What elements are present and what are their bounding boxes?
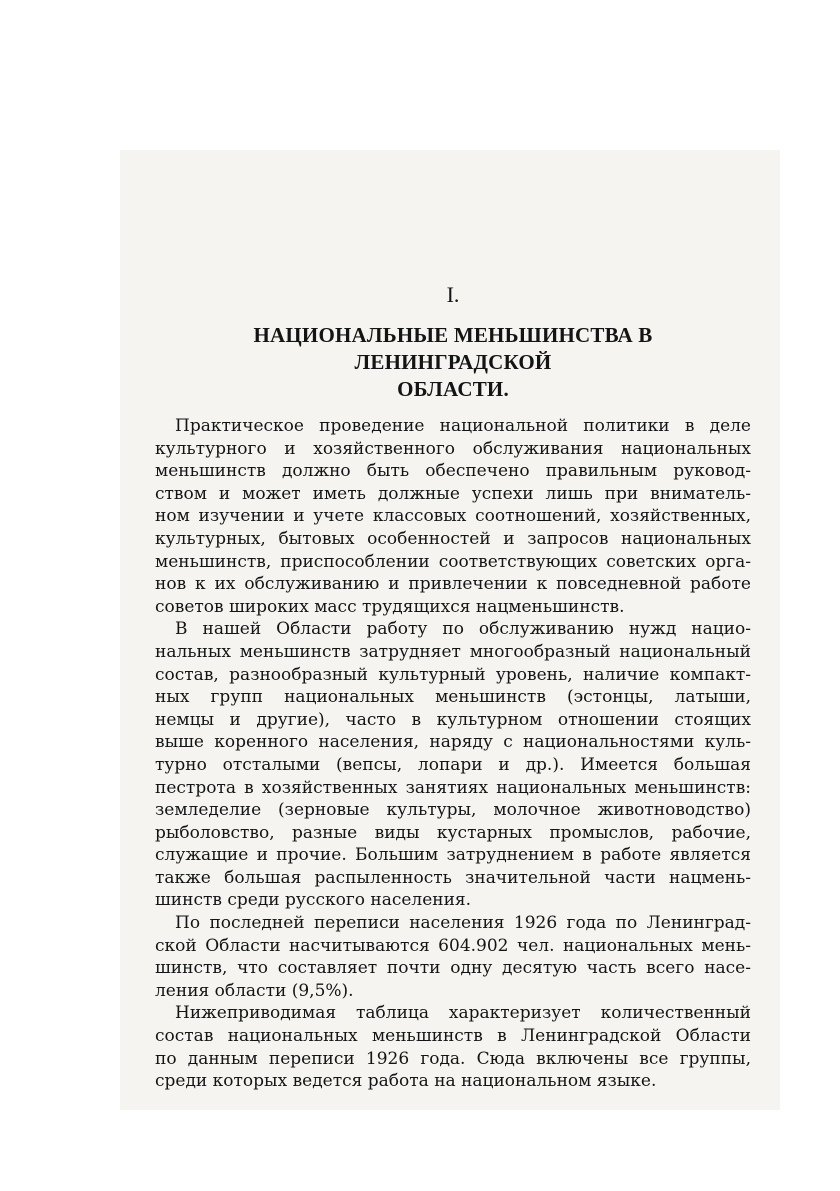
text-line: меньшинств, приспособлении соответствующих советских орга- <box>155 551 751 572</box>
chapter-title-line: ОБЛАСТИ. <box>397 377 509 401</box>
text-line: нов к их обслуживанию и привлечении к повседневной работе <box>155 574 751 595</box>
paragraph-3 <box>155 912 751 1002</box>
text-line: выше коренного населения, наряду с национальностями куль- <box>155 732 751 753</box>
text-line: советов широких масс трудящихся нацменьшинств. <box>155 596 625 617</box>
text-line: Нижеприводимая таблица характеризует количественный <box>175 1003 751 1024</box>
paragraph-2 <box>155 618 751 912</box>
text-line: служащие и прочие. Большим затруднением в работе является <box>155 845 751 866</box>
text-line: рыболовство, разные виды кустарных промыслов, рабочие, <box>155 822 751 843</box>
text-line: В нашей Области работу по обслуживанию нужд нацио- <box>175 619 751 640</box>
text-line: ской Области насчитываются 604.902 чел. национальных мень- <box>155 935 751 956</box>
chapter-title-line: НАЦИОНАЛЬНЫЕ МЕНЬШИНСТВА В ЛЕНИНГРАДСКОЙ <box>253 323 653 374</box>
document-body <box>155 282 751 1093</box>
text-line: земледелие (зерновые культуры, молочное животноводство) <box>155 800 751 821</box>
text-line: среди которых ведется работа на национальном языке. <box>155 1071 657 1092</box>
text-line: шинств, что составляет почти одну десятую часть всего насе- <box>155 958 751 979</box>
chapter-title <box>155 322 751 403</box>
text-line: ном изучении и учете классовых соотношений, хозяйственных, <box>155 506 751 527</box>
text-line: немцы и другие), часто в культурном отношении стоящих <box>155 709 751 730</box>
text-line: шинств среди русского населения. <box>155 890 472 911</box>
text-line: также большая распыленность значительной части нацмень- <box>155 867 751 888</box>
text-line: культурного и хозяйственного обслуживания национальных <box>155 438 751 459</box>
text-line: культурных, бытовых особенностей и запросов национальных <box>155 528 751 549</box>
text-line: ством и может иметь должные успехи лишь при вниматель- <box>155 483 751 504</box>
text-line: состав, разнообразный культурный уровень, наличие компакт- <box>155 664 751 685</box>
text-line: состав национальных меньшинств в Ленинградской Области <box>155 1026 751 1047</box>
text-line: турно отсталыми (вепсы, лопари и др.). Имеется большая <box>155 754 751 775</box>
text-line: Практическое проведение национальной политики в деле <box>175 416 751 436</box>
text-line: пестрота в хозяйственных занятиях национальных меньшинств: <box>155 777 751 798</box>
text-line: по данным переписи 1926 года. Сюда включены все группы, <box>155 1048 751 1069</box>
chapter-number: I. <box>446 282 460 307</box>
text-line: По последней переписи населения 1926 года по Ленинград- <box>175 913 751 934</box>
paragraph-1 <box>155 415 751 618</box>
text-line: ления области (9,5%). <box>155 980 354 1001</box>
paragraph-4 <box>155 1002 751 1092</box>
text-line: нальных меньшинств затрудняет многообразный национальный <box>155 641 751 662</box>
text-line: ных групп национальных меньшинств (эстонцы, латыши, <box>155 687 751 708</box>
text-line: меньшинств должно быть обеспечено правильным руковод- <box>155 461 751 482</box>
